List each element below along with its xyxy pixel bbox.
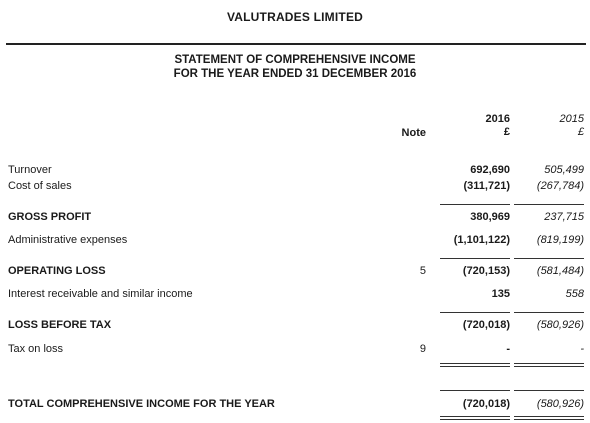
subtotal-rule	[514, 312, 584, 313]
subtotal-rule	[514, 390, 584, 391]
column-header-2015: 2015	[559, 113, 584, 125]
row-label: GROSS PROFIT	[8, 211, 92, 223]
row-label: Cost of sales	[8, 180, 72, 192]
table-row	[0, 234, 590, 250]
row-note: 5	[419, 265, 426, 277]
statement-period: FOR THE YEAR ENDED 31 DECEMBER 2016	[173, 68, 417, 80]
table-row	[0, 343, 590, 359]
row-value-2015: (267,784)	[536, 180, 584, 192]
row-value-2016: 135	[491, 288, 510, 300]
table-row	[0, 265, 590, 281]
row-value-2015: (819,199)	[536, 234, 584, 246]
total-double-rule	[440, 416, 510, 420]
row-label: Turnover	[8, 164, 52, 176]
row-label: Administrative expenses	[8, 234, 128, 246]
row-label: TOTAL COMPREHENSIVE INCOME FOR THE YEAR	[8, 398, 275, 410]
header-rule	[6, 43, 586, 45]
subtotal-rule	[440, 312, 510, 313]
total-double-rule	[514, 416, 584, 420]
subtotal-rule	[514, 258, 584, 259]
row-value-2016: (311,721)	[463, 180, 510, 192]
table-row	[0, 180, 590, 196]
row-value-2015: -	[580, 343, 584, 355]
row-note: 9	[419, 343, 426, 355]
column-header-2016: 2016	[485, 113, 510, 125]
subtotal-rule	[440, 258, 510, 259]
row-value-2016: (1,101,122)	[453, 234, 510, 246]
row-label: OPERATING LOSS	[8, 265, 106, 277]
subtotal-rule	[440, 390, 510, 391]
row-value-2016: (720,018)	[462, 398, 510, 410]
column-header-note: Note	[401, 127, 426, 139]
subtotal-rule	[514, 204, 584, 205]
row-value-2016: (720,153)	[462, 265, 510, 277]
row-value-2016: (720,018)	[462, 319, 510, 331]
row-value-2015: (580,926)	[536, 398, 584, 410]
column-unit-2015: £	[577, 126, 584, 138]
table-row	[0, 398, 590, 414]
subtotal-rule	[440, 204, 510, 205]
total-double-rule	[440, 363, 510, 367]
row-value-2015: 558	[565, 288, 584, 300]
row-label: LOSS BEFORE TAX	[8, 319, 112, 331]
row-label: Tax on loss	[8, 343, 64, 355]
total-double-rule	[514, 363, 584, 367]
column-unit-2016: £	[503, 126, 510, 138]
company-name: VALUTRADES LIMITED	[226, 10, 364, 24]
table-row	[0, 164, 590, 180]
statement-title: STATEMENT OF COMPREHENSIVE INCOME	[174, 54, 416, 66]
row-value-2015: (581,484)	[536, 265, 584, 277]
table-row	[0, 211, 590, 227]
row-value-2016: 380,969	[470, 211, 510, 223]
row-value-2016: -	[506, 343, 510, 355]
row-value-2016: 692,690	[470, 164, 510, 176]
table-row	[0, 288, 590, 304]
row-value-2015: (580,926)	[536, 319, 584, 331]
row-value-2015: 237,715	[544, 211, 584, 223]
table-row	[0, 319, 590, 335]
row-value-2015: 505,499	[544, 164, 584, 176]
row-label: Interest receivable and similar income	[8, 288, 193, 300]
